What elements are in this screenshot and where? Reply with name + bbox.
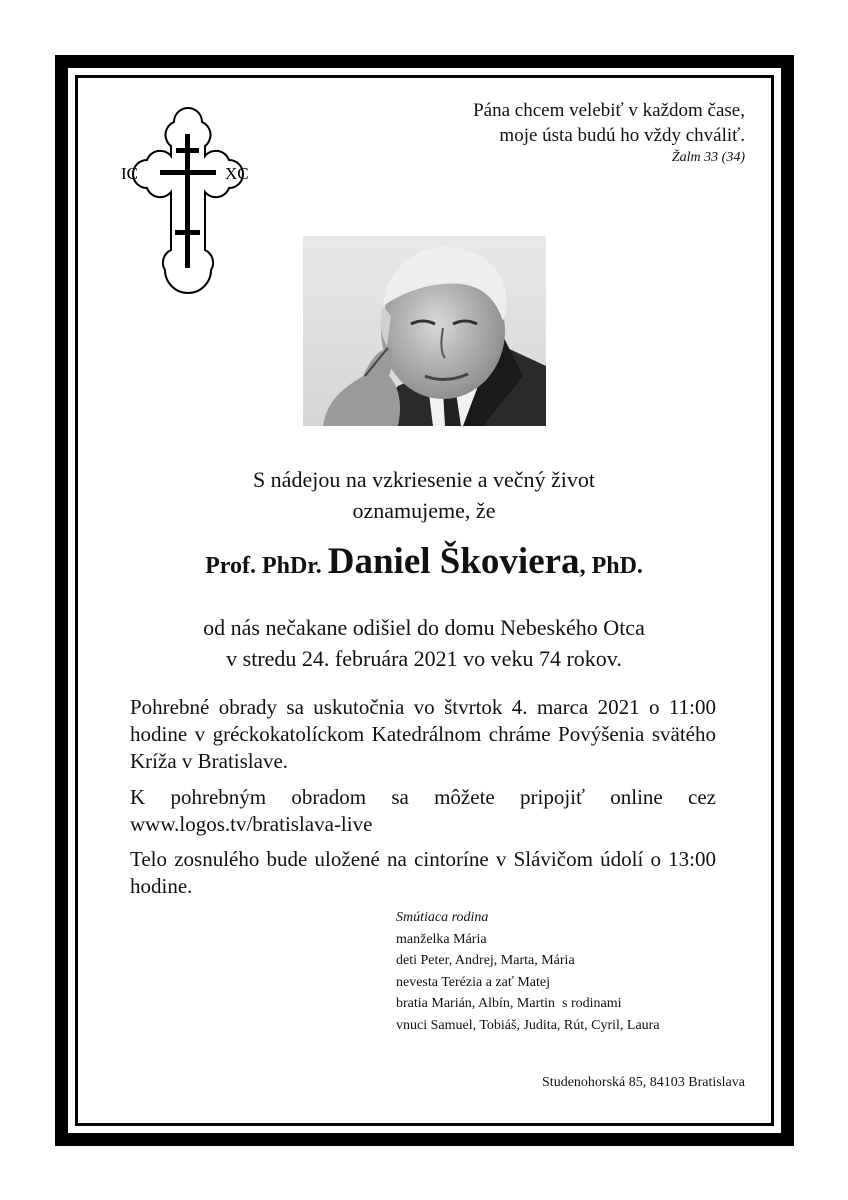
verse-line-1: Pána chcem velebiť v každom čase, bbox=[473, 100, 745, 121]
family-line: bratia Marián, Albín, Martin s rodinami bbox=[396, 996, 622, 1011]
family-line: nevesta Terézia a zať Matej bbox=[396, 974, 550, 990]
family-line: deti Peter, Andrej, Marta, Mária bbox=[396, 953, 575, 968]
intro-line-1: S nádejou na vzkriesenie a večný život bbox=[252, 467, 596, 492]
announcement-intro bbox=[80, 464, 768, 526]
family-line: manželka Mária bbox=[396, 931, 487, 947]
burial-paragraph: Telo zosnulého bude uložené na cintoríne v Slávičom údolí o 13:00 hodine. bbox=[130, 847, 716, 898]
intro-line-2: oznamujeme, že bbox=[352, 498, 496, 523]
death-line-1: od nás nečakane odišiel do domu Nebeského Otca bbox=[203, 615, 645, 640]
deceased-name bbox=[80, 540, 768, 588]
address: Studenohorská 85, 84103 Bratislava bbox=[542, 1075, 745, 1090]
online-paragraph: K pohrebným obradom sa môžete pripojiť online cez www.logos.tv/bratislava-live bbox=[130, 785, 716, 836]
verse-line-2: moje ústa budú ho vždy chváliť. bbox=[499, 125, 745, 146]
family-line: vnuci Samuel, Tobiáš, Judita, Rút, Cyril, Laura bbox=[396, 1017, 660, 1033]
portrait-photo bbox=[303, 236, 546, 426]
byzantine-cross-icon bbox=[108, 100, 268, 300]
death-notice bbox=[80, 612, 768, 674]
name-main: Daniel Škoviera bbox=[327, 541, 580, 582]
cross-right-letters: XC bbox=[225, 164, 249, 183]
funeral-paragraph: Pohrebné obrady sa uskutočnia vo štvrtok 4. marca 2021 o 11:00 hodine v gréckokatolíckom Katedrálnom chráme Povýšenia svätého Kríža v Bratislave. bbox=[130, 695, 716, 773]
death-line-2: v stredu 24. februára 2021 vo veku 74 rokov. bbox=[226, 646, 622, 671]
psalm-verse bbox=[473, 98, 745, 168]
name-prefix: Prof. PhDr. bbox=[205, 553, 322, 579]
mourning-family bbox=[396, 907, 660, 1036]
verse-reference: Žalm 33 (34) bbox=[671, 150, 745, 165]
family-heading: Smútiaca rodina bbox=[396, 910, 489, 925]
name-suffix: , PhD. bbox=[579, 553, 643, 579]
cross-left-letters: IC bbox=[121, 164, 138, 183]
